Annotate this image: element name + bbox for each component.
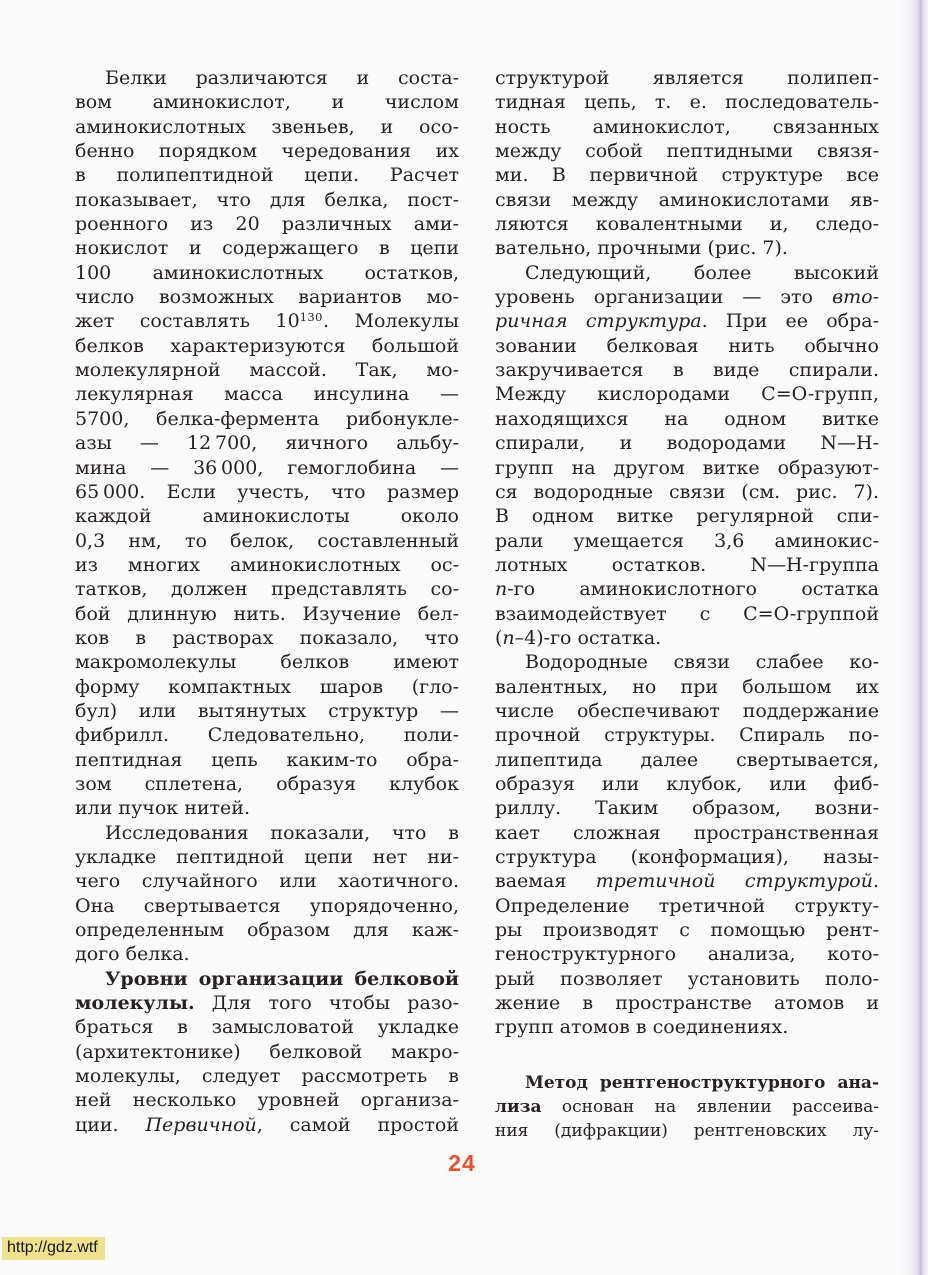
- text-line: в полипептидной цепи. Расчет: [75, 164, 459, 187]
- text-line: ции. Первичной, самой простой: [75, 1113, 459, 1136]
- text-line: рый позволяет установить поло-: [495, 967, 879, 990]
- text-line: Определение третичной структу-: [495, 894, 879, 917]
- text-line: лиза основан на явлении рассеива-: [495, 1096, 879, 1117]
- text-line: закручивается в виде спирали.: [495, 359, 879, 382]
- text-line: Метод рентгеноструктурного ана-: [525, 1072, 879, 1093]
- text-line: ваемая третичной структурой.: [495, 870, 879, 893]
- text-line: Между кислородами C=O-групп,: [495, 383, 879, 406]
- text-line: число возможных вариантов мо-: [75, 286, 459, 309]
- text-line: риллу. Таким образом, возни-: [495, 797, 879, 820]
- text-line: ричная структура. При ее обра-: [495, 310, 879, 333]
- text-line: молекулярной массой. Так, мо-: [75, 359, 459, 382]
- text-line: укладке пептидной цепи нет ни-: [75, 846, 459, 868]
- text-line: форму компактных шаров (гло-: [75, 675, 459, 698]
- text-line: числе обеспечивают поддержание: [495, 699, 879, 722]
- text-line: тидная цепь, т. е. последователь-: [495, 91, 879, 114]
- text-line: групп на другом витке образуют-: [495, 456, 879, 479]
- text-line: лотных остатков. N—H-группа: [495, 553, 879, 576]
- text-line: Следующий, более высокий: [525, 261, 879, 284]
- text-line: ность аминокислот, связанных: [495, 115, 879, 138]
- text-line: макромолекулы белков имеют: [75, 651, 459, 674]
- text-line: нокислот и содержащего в цепи: [75, 237, 459, 260]
- text-line: Водородные связи слабее ко-: [525, 651, 879, 674]
- text-line: татков, должен представлять со-: [75, 578, 459, 601]
- text-line: 65 000. Если учесть, что размер: [75, 480, 459, 503]
- text-line: Исследования показали, что в: [105, 821, 459, 844]
- text-column-left: [75, 66, 459, 1137]
- text-line: ры производят с помощью рент-: [495, 919, 879, 942]
- text-line: ми. В первичной структуре все: [495, 164, 879, 187]
- text-line: валентных, но при большом их: [495, 675, 879, 698]
- text-line: зовании белковая нить обычно: [495, 334, 879, 357]
- text-line: молекулы, следует рассмотреть в: [75, 1065, 459, 1088]
- text-line: 0,3 нм, то белок, составленный: [75, 529, 459, 552]
- text-line: ков в растворах показало, что: [75, 626, 459, 649]
- text-line: ния (дифракции) рентгеновских лу-: [495, 1120, 879, 1141]
- text-line: бой длинную нить. Изучение бел-: [75, 602, 459, 625]
- text-line: фибрилл. Следовательно, поли-: [75, 724, 459, 747]
- text-line: геноструктурного анализа, кото-: [495, 943, 879, 966]
- text-line: из многих аминокислотных ос-: [75, 553, 459, 576]
- text-line: зом сплетена, образуя клубок: [75, 772, 459, 795]
- text-line: чего случайного или хаотичного.: [75, 870, 459, 893]
- text-line: определенным образом для каж-: [75, 919, 459, 942]
- text-line: 5700, белка-фермента рибонукле-: [75, 407, 459, 430]
- page-edge-shadow: [900, 0, 928, 1275]
- text-line: азы — 12 700, яичного альбу-: [75, 432, 459, 455]
- text-line: Она свертывается упорядоченно,: [75, 894, 459, 917]
- text-line: белков характеризуются большой: [75, 334, 459, 357]
- text-line: ней несколько уровней организа-: [75, 1089, 459, 1112]
- text-line: прочной структуры. Спираль по-: [495, 724, 879, 747]
- text-line: находящихся на одном витке: [495, 407, 879, 430]
- text-line: взаимодействует с C=O-группой: [495, 602, 879, 625]
- text-line: структура (конформация), назы-: [495, 846, 879, 868]
- text-line: жение в пространстве атомов и: [495, 992, 879, 1015]
- text-line: связи между аминокислотами яв-: [495, 188, 879, 211]
- watermark-link: http://gdz.wtf: [2, 1237, 105, 1260]
- text-line: каждой аминокислоты около: [75, 505, 459, 528]
- text-line: показывает, что для белка, пост-: [75, 188, 459, 211]
- text-line: n-го аминокислотного остатка: [495, 578, 879, 601]
- text-line: ся водородные связи (см. рис. 7).: [495, 480, 879, 503]
- text-line: рали умещается 3,6 аминокис-: [495, 529, 879, 552]
- text-line: Белки различаются и соста-: [105, 67, 459, 89]
- text-line: дого белка.: [75, 943, 190, 966]
- text-line: лекулярная масса инсулина —: [75, 383, 459, 406]
- text-line: ляются ковалентными и, следо-: [495, 213, 879, 236]
- text-line: роенного из 20 различных ами-: [75, 213, 459, 236]
- text-line: пептидная цепь каким-то обра-: [75, 748, 459, 771]
- text-line: мина — 36 000, гемоглобина —: [75, 456, 459, 479]
- text-line: жет составлять $10^{130}$. Молекулы: [75, 310, 459, 333]
- text-line: или пучок нитей.: [75, 797, 250, 820]
- text-line: молекулы. Для того чтобы разо-: [75, 992, 459, 1015]
- text-line: уровень организации — это вто-: [495, 286, 879, 309]
- text-column-right: [495, 66, 879, 1143]
- page-number: 24: [448, 1150, 476, 1176]
- text-line: Уровни организации белковой: [105, 967, 459, 990]
- text-line: В одном витке регулярной спи-: [495, 505, 879, 528]
- text-line: (n–4)-го остатка.: [495, 626, 662, 649]
- text-line: бул) или вытянутых структур —: [75, 699, 459, 722]
- text-line: аминокислотных звеньев, и осо-: [75, 115, 459, 138]
- text-line: групп атомов в соединениях.: [495, 1016, 789, 1039]
- text-line: вом аминокислот, и числом: [75, 91, 459, 114]
- text-line: между собой пептидными связя-: [495, 140, 879, 163]
- text-line: (архитектонике) белковой макро-: [75, 1040, 459, 1063]
- text-line: кает сложная пространственная: [495, 821, 879, 844]
- text-line: спирали, и водородами N—H-: [495, 432, 879, 455]
- text-line: структурой является полипеп-: [495, 67, 879, 89]
- text-line: вательно, прочными (рис. 7).: [495, 237, 788, 260]
- text-line: бенно порядком чередования их: [75, 140, 459, 163]
- text-line: образуя или клубок, или фиб-: [495, 772, 879, 795]
- text-line: 100 аминокислотных остатков,: [75, 261, 459, 284]
- text-line: липептида далее свертывается,: [495, 748, 879, 771]
- text-line: браться в замысловатой укладке: [75, 1016, 459, 1039]
